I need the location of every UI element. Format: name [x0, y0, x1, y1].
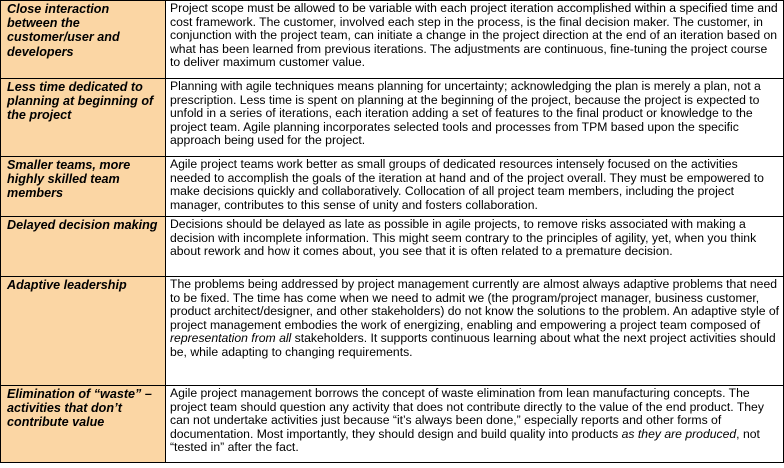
principle-term: Smaller teams, more highly skilled team members — [1, 157, 166, 217]
description-text: The problems being addressed by project management currently are almost always adaptive problems that need to be fixed. The time has come when we need to admit we (the program/project manager, business customer, product architect/designer, and other stakeholders) do not know the solutions to the problem. An adaptive style of project management embodies the work of energizing, enabling and empowering a project team composed of — [170, 277, 780, 332]
principle-term: Less time dedicated to planning at beginning of the project — [1, 79, 166, 157]
principle-description — [166, 217, 784, 277]
principle-description — [166, 386, 784, 463]
table-row — [1, 157, 784, 217]
description-text: , not “tested in” after the fact. — [170, 426, 760, 455]
description-emphasis: as they are produced — [621, 426, 737, 441]
principle-description — [166, 1, 784, 79]
description-text: Planning with agile techniques means planning for uncertainty; acknowledging the plan is merely a plan, not a prescription. Less time is spent on planning at the beginning of the project, because the project is expected to unfold in a series of iterations, each iteration adding a set of features to the final product or knowledge to the project team. Agile planning incorporates selected tools and processes from TPM based upon the specific approach being used for the project. — [170, 79, 761, 148]
description-text: Decisions should be delayed as late as possible in agile projects, to remove risks associated with making a decision with incomplete information. This might seem contrary to the principles of agility, yet, when you think about rework and how it comes about, you see that it is often related to a premature decision. — [170, 217, 757, 259]
description-text: Agile project management borrows the concept of waste elimination from lean manufacturing concepts. The project team should question any activity that does not contribute directly to the value of the end product. They can not undertake activities just because “it’s always been done,” especially reports and other forms of documentation. Most importantly, they should design and build quality into products — [170, 386, 764, 441]
description-emphasis: representation from all — [170, 331, 292, 346]
principle-term: Delayed decision making — [1, 217, 166, 277]
principle-term: Adaptive leadership — [1, 277, 166, 386]
table-row — [1, 1, 784, 79]
description-text: Agile project teams work better as small groups of dedicated resources intensely focused on the activities needed to accomplish the goals of the iteration at hand and of the project overall. They must be empowered to make decisions quickly and collaboratively. Collocation of all project team members, including the project manager, contributes to this sense of unity and fosters collaboration. — [170, 157, 764, 212]
principle-term: Close interaction between the customer/user and developers — [1, 1, 166, 79]
description-text: Project scope must be allowed to be variable with each project iteration accomplished within a specified time and cost framework. The customer, involved each step in the process, is the final decision maker. The customer, in conjunction with the project team, can initiate a change in the project direction at the end of an iteration based on what has been learned from previous iterations. The adjustments are continuous, fine-tuning the project course to deliver maximum customer value. — [170, 1, 778, 70]
table-row — [1, 217, 784, 277]
principle-description — [166, 277, 784, 386]
table-row — [1, 79, 784, 157]
description-text: stakeholders. It supports continuous learning about what the next project activities should be, while adapting to changing requirements. — [170, 331, 776, 359]
principle-description — [166, 79, 784, 157]
table-row — [1, 277, 784, 386]
principle-description — [166, 157, 784, 217]
table-row — [1, 386, 784, 463]
principle-term: Elimination of “waste” – activities that don’t contribute value — [1, 386, 166, 463]
